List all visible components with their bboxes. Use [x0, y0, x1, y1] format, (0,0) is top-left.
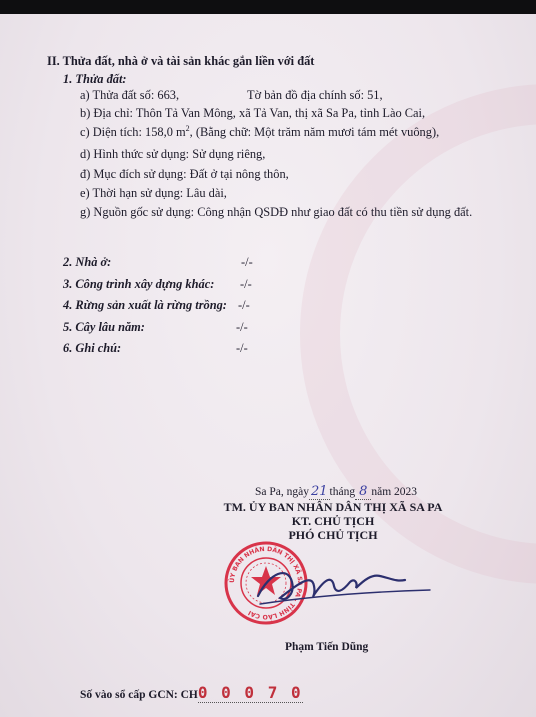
issuing-org: TM. ỦY BAN NHÂN DÂN THỊ XÃ SA PA [223, 500, 443, 514]
perennial-label: 5. Cây lâu năm: [63, 320, 145, 334]
section-title: II. Thửa đất, nhà ở và tài sản khác gắn liền với đất [47, 54, 315, 68]
note-label: 6. Ghi chú: [63, 341, 122, 355]
house-value: -/- [241, 255, 253, 269]
stamp-ring-text: ỦY BAN NHÂN DÂN THỊ XÃ SA PA · TỈNH LÀO CAI [228, 545, 304, 621]
address: b) Địa chỉ: Thôn Tả Van Mông, xã Tả Van, thị xã Sa Pa, tỉnh Lào Cai, [80, 106, 426, 120]
signing-date [255, 484, 417, 499]
date-month-label: tháng [329, 486, 356, 498]
registry-code: 0 0 0 7 0 [197, 683, 303, 702]
forest-value: -/- [238, 298, 250, 312]
construction-label: 3. Công trình xây dựng khác: [63, 277, 215, 291]
perennial-value: -/- [236, 320, 248, 334]
date-day: 21 [310, 484, 328, 499]
date-prefix: Sa Pa, ngày [255, 486, 309, 498]
area-sup: 2 [185, 124, 190, 133]
note-value: -/- [236, 341, 248, 355]
area [80, 124, 439, 140]
parcel-number: a) Thửa đất số: 663, [80, 88, 180, 102]
top-dark-band [0, 0, 536, 14]
usage-origin: g) Nguồn gốc sử dụng: Công nhận QSDĐ như giao đất có thu tiền sử dụng đất. [80, 205, 473, 219]
area-suffix: , (Bằng chữ: Một trăm năm mươi tám mét vuông), [189, 125, 440, 140]
house-label: 2. Nhà ở: [63, 255, 112, 269]
registry-number [80, 683, 303, 702]
role-line-1: KT. CHỦ TỊCH [291, 514, 375, 528]
registry-label: Số vào sổ cấp GCN: CH [80, 689, 198, 701]
construction-value: -/- [240, 277, 252, 291]
usage-purpose: đ) Mục đích sử dụng: Đất ở tại nông thôn, [80, 167, 289, 181]
area-prefix: c) Diện tích: 158,0 m [80, 125, 186, 140]
map-sheet-number: Tờ bản đồ địa chính số: 51, [247, 88, 383, 102]
usage-form: d) Hình thức sử dụng: Sử dụng riêng, [80, 147, 266, 161]
usage-term: e) Thời hạn sử dụng: Lâu dài, [80, 186, 227, 200]
signer-name: Phạm Tiến Dũng [285, 641, 369, 653]
land-heading: 1. Thửa đất: [63, 72, 127, 86]
forest-label: 4. Rừng sản xuất là rừng trồng: [63, 298, 227, 312]
handwritten-signature [240, 552, 440, 618]
role-line-2: PHÓ CHỦ TỊCH [288, 528, 378, 542]
date-year: năm 2023 [371, 486, 418, 498]
date-month: 8 [355, 484, 371, 500]
